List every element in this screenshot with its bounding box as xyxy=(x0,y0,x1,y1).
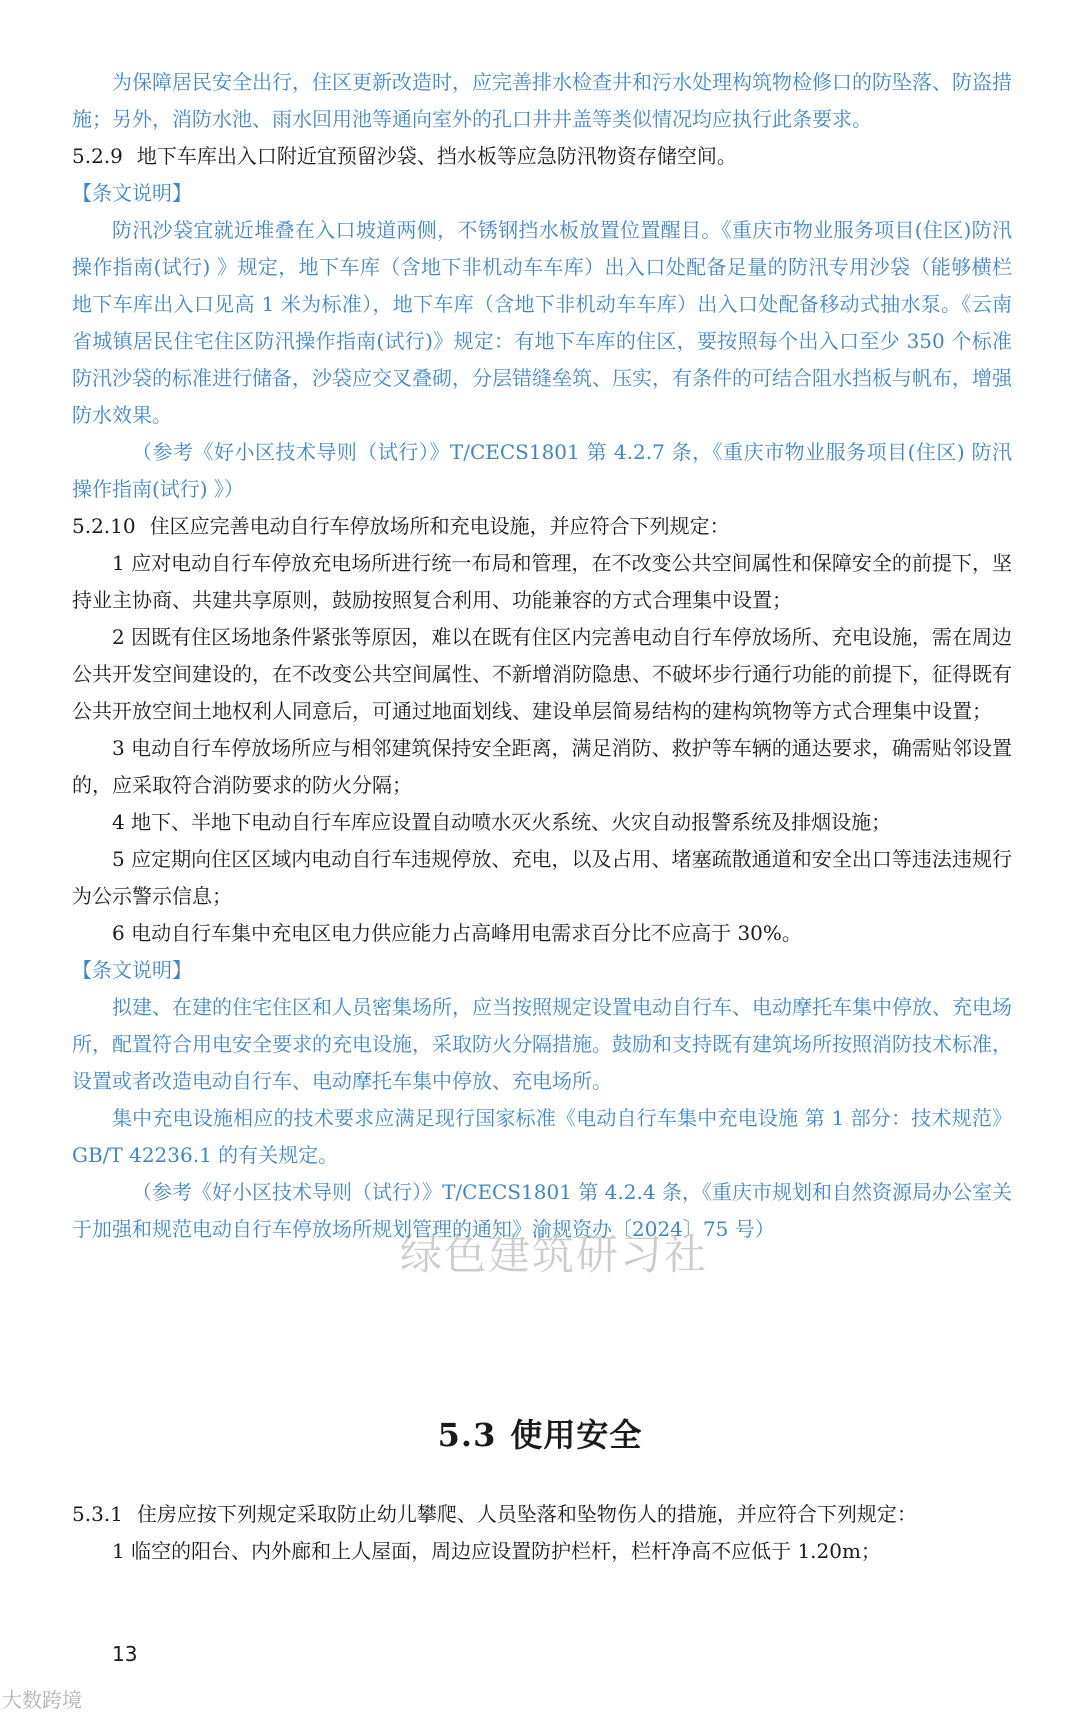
clause-paragraph xyxy=(72,508,1012,545)
explanation-paragraph: 【条文说明】 xyxy=(72,958,192,982)
clause-text: 住房应按下列规定采取防止幼儿攀爬、人员坠落和坠物伤人的措施，并应符合下列规定： xyxy=(136,1502,917,1526)
section-title-text: 使用安全 xyxy=(510,1416,643,1454)
page-number: 13 xyxy=(112,1642,138,1666)
document-body xyxy=(72,64,1012,1248)
clause-number: 5.3.1 xyxy=(72,1502,123,1526)
clause-paragraph xyxy=(72,1496,1012,1533)
section-number: 5.3 xyxy=(437,1416,497,1454)
explanation-paragraph: 拟建、在建的住宅住区和人员密集场所，应当按照规定设置电动自行车、电动摩托车集中停放、充电场所，配置符合用电安全要求的充电设施，采取防火分隔措施。鼓励和支持既有建筑场所按照消防技术标准，设置或者改造电动自行车、电动摩托车集中停放、充电场所。 xyxy=(72,995,1012,1093)
explanation-paragraph: （参考《好小区技术导则（试行）》T/CECS1801 第 4.2.7 条，《重庆市物业服务项目(住区) 防汛操作指南(试行) 》） xyxy=(72,440,1012,501)
clause-number: 5.2.10 xyxy=(72,514,136,538)
clause-paragraph xyxy=(72,138,1012,175)
watermark-text: 绿色建筑研习社 xyxy=(400,1230,709,1279)
body-paragraph: 2 因既有住区场地条件紧张等原因，难以在既有住区内完善电动自行车停放场所、充电设施，需在周边公共开发空间建设的，在不改变公共空间属性、不新增消防隐患、不破坏步行通行功能的前提下，征得既有公共开放空间土地权利人同意后，可通过地面划线、建设单层简易结构的建构筑物等方式合理集中设置； xyxy=(72,625,1012,723)
body-paragraph: 3 电动自行车停放场所应与相邻建筑保持安全距离，满足消防、救护等车辆的通达要求，确需贴邻设置的，应采取符合消防要求的防火分隔； xyxy=(72,736,1012,797)
explanation-paragraph: 【条文说明】 xyxy=(72,181,192,205)
section-body xyxy=(72,1496,1012,1570)
clause-text: 住区应完善电动自行车停放场所和充电设施，并应符合下列规定： xyxy=(149,514,730,538)
body-paragraph: 5 应定期向住区区域内电动自行车违规停放、充电，以及占用、堵塞疏散通道和安全出口等违法违规行为公示警示信息； xyxy=(72,847,1012,908)
body-paragraph: 6 电动自行车集中充电区电力供应能力占高峰用电需求百分比不应高于 30%。 xyxy=(112,921,802,945)
body-paragraph: 1 应对电动自行车停放充电场所进行统一布局和管理，在不改变公共空间属性和保障安全的前提下，坚持业主协商、共建共享原则，鼓励按照复合利用、功能兼容的方式合理集中设置； xyxy=(72,551,1012,612)
clause-text: 地下车库出入口附近宜预留沙袋、挡水板等应急防汛物资存储空间。 xyxy=(136,144,737,168)
explanation-paragraph: （参考《好小区技术导则（试行）》T/CECS1801 第 4.2.4 条，《重庆市规划和自然资源局办公室关于加强和规范电动自行车停放场所规划管理的通知》渝规资办〔2024〕75 号） xyxy=(72,1180,1012,1241)
body-paragraph: 4 地下、半地下电动自行车库应设置自动喷水灭火系统、火灾自动报警系统及排烟设施； xyxy=(112,810,892,834)
corner-watermark: 大数跨境 xyxy=(2,1688,82,1712)
section-heading xyxy=(0,1410,1080,1456)
explanation-paragraph: 为保障居民安全出行，住区更新改造时，应完善排水检查井和污水处理构筑物检修口的防坠落、防盗措施；另外，消防水池、雨水回用池等通向室外的孔口井井盖等类似情况均应执行此条要求。 xyxy=(72,70,1012,131)
clause-number: 5.2.9 xyxy=(72,144,123,168)
explanation-paragraph: 集中充电设施相应的技术要求应满足现行国家标准《电动自行车集中充电设施 第 1 部分：技术规范》GB/T 42236.1 的有关规定。 xyxy=(72,1106,1012,1167)
explanation-paragraph: 防汛沙袋宜就近堆叠在入口坡道两侧，不锈钢挡水板放置位置醒目。《重庆市物业服务项目(住区)防汛操作指南(试行) 》规定，地下车库（含地下非机动车车库）出入口处配备足量的防汛专用沙袋（能够横栏地下车库出入口见高 1 米为标准），地下车库（含地下非机动车车库）出入口处配备移动式抽水泵。《云南省城镇居民住宅住区防汛操作指南(试行)》规定：有地下车库的住区，要按照每个出入口至少 350 个标准防汛沙袋的标准进行储备，沙袋应交叉叠砌，分层错缝垒筑、压实，有条件的可结合阻水挡板与帆布，增强防水效果。 xyxy=(72,218,1012,427)
body-paragraph: 1 临空的阳台、内外廊和上人屋面，周边应设置防护栏杆，栏杆净高不应低于 1.20m； xyxy=(112,1539,881,1563)
